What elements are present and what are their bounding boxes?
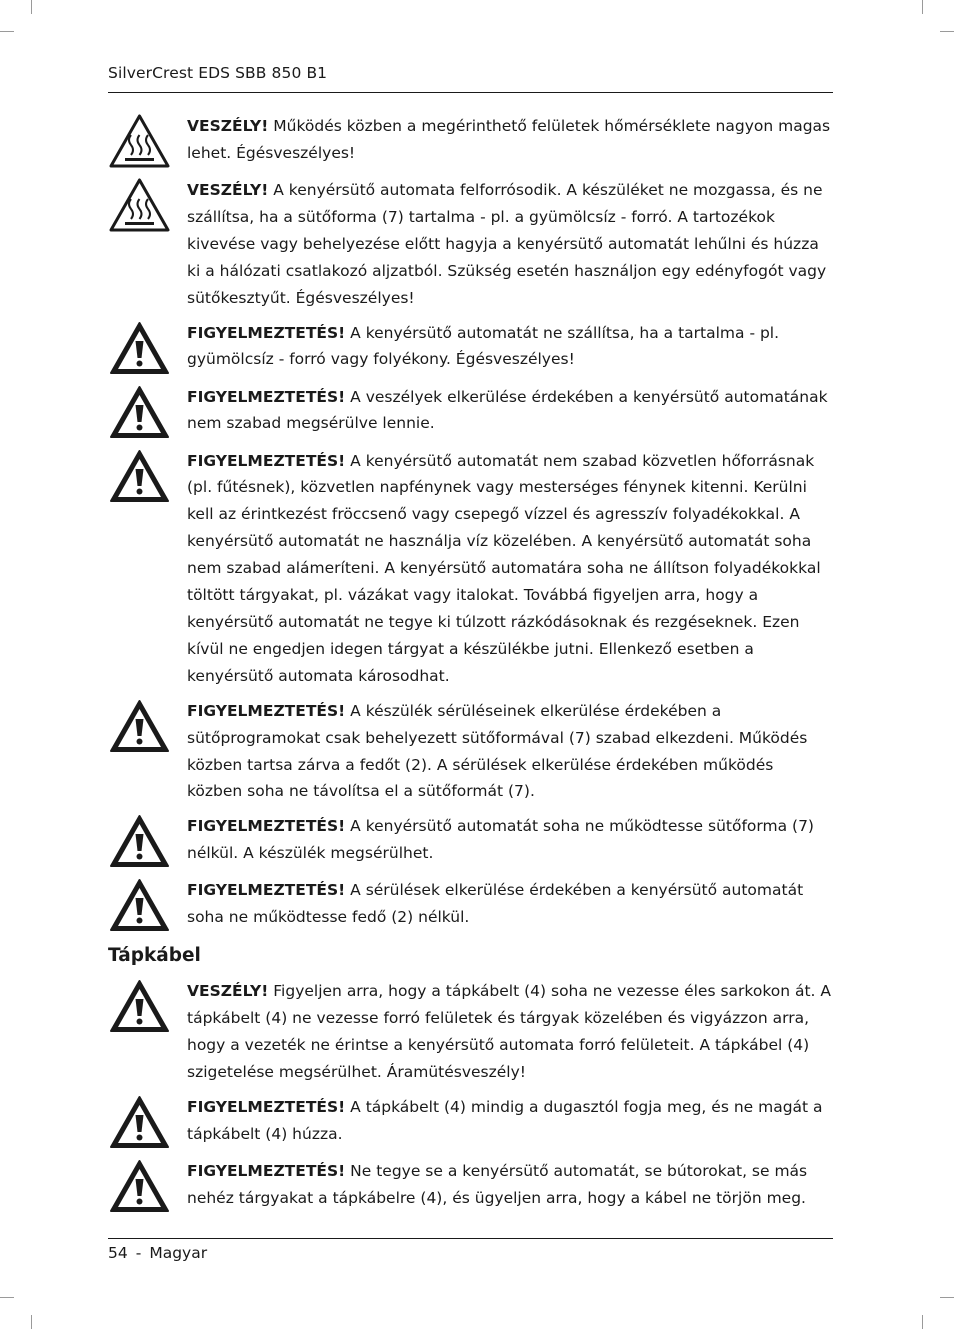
warning-item (108, 813, 833, 869)
header-rule (108, 92, 833, 93)
warning-text (187, 384, 833, 438)
warning-text (187, 698, 833, 806)
warning-label: FIGYELMEZTETÉS! (187, 701, 346, 720)
crop-mark (940, 1297, 954, 1298)
warning-body: A kenyérsütő automatát ne szállítsa, ha a tartalma - pl. gyümölcsíz - forró vagy folyékony. Égésveszélyes! (187, 323, 780, 369)
warning-body: Ne tegye se a kenyérsütő automatát, se bútorokat, se más nehéz tárgyakat a tápkábelre (4), és ügyeljen arra, hogy a kábel ne törjön meg. (187, 1161, 808, 1207)
warning-body: A kenyérsütő automatát nem szabad közvetlen hőforrásnak (pl. fűtésnek), közvetlen napfénynek vagy mesterséges fénynek kitenni. Kerülni kell az érintkezést fröccsenő vagy csepegő vízzel és agresszív folyadékokkal. A kenyérsütő automatát ne használja víz közelében. A kenyérsütő automatát soha nem szabad alámeríteni. A kenyérsütő automatára soha ne állítson folyadékokkal töltött tárgyakat, pl. vázákat vagy italokat. Továbbá figyeljen arra, hogy a kenyérsütő automatát ne tegye ki túlzott rázkódásoknak és rezgéseknek. Ezen kívül ne engedjen idegen tárgyat a készülékbe jutni. Ellenkező esetben a kenyérsütő automata károsodhat. (187, 451, 821, 685)
exclamation-triangle-warning-icon (108, 320, 171, 376)
page-content (108, 113, 833, 1222)
warning-label: VESZÉLY! (187, 117, 269, 135)
warning-text (187, 1158, 833, 1212)
warning-text (187, 978, 833, 1086)
hot-surface-warning-icon (108, 177, 171, 233)
warning-label: FIGYELMEZTETÉS! (187, 451, 346, 470)
warning-label: FIGYELMEZTETÉS! (187, 881, 346, 900)
page-number: 54 (108, 1244, 128, 1262)
warning-label: FIGYELMEZTETÉS! (187, 1097, 346, 1116)
warning-label: VESZÉLY! (187, 982, 269, 1001)
footer-rule (108, 1238, 833, 1239)
warning-item (108, 877, 833, 933)
crop-mark (0, 1297, 14, 1298)
running-header: SilverCrest EDS SBB 850 B1 (108, 64, 328, 82)
warning-body: Figyeljen arra, hogy a tápkábelt (4) soha ne vezesse éles sarkokon át. A tápkábelt (4) ne vezesse forró felületek és tárgyak közelében és vigyázzon arra, hogy a vezeték ne érintse a kenyérsütő automata forró felületeit. A tápkábel (4) szigetelése megsérülhet. Áramütésveszély! (187, 982, 832, 1082)
warning-label: FIGYELMEZTETÉS! (187, 1161, 346, 1180)
crop-mark (940, 31, 954, 32)
warning-text (187, 448, 833, 690)
warning-item (108, 320, 833, 376)
exclamation-triangle-warning-icon (108, 813, 171, 869)
crop-mark (31, 0, 32, 14)
warning-text (187, 320, 833, 374)
exclamation-triangle-warning-icon (108, 384, 171, 440)
page-footer (108, 1244, 207, 1262)
warning-item (108, 113, 833, 169)
warning-body: Működés közben a megérinthető felületek hőmérséklete nagyon magas lehet. Égésveszélyes! (187, 117, 831, 162)
footer-language: Magyar (149, 1244, 208, 1262)
warning-item (108, 1094, 833, 1150)
warning-text (187, 877, 833, 931)
warning-label: FIGYELMEZTETÉS! (187, 817, 346, 836)
crop-mark (31, 1315, 32, 1329)
warning-text (187, 813, 833, 867)
crop-mark (0, 31, 14, 32)
warning-label: VESZÉLY! (187, 181, 269, 199)
warning-text (187, 177, 833, 312)
warning-item (108, 177, 833, 312)
warning-text (187, 113, 833, 167)
warning-body: A kenyérsütő automatát soha ne működtesse sütőforma (7) nélkül. A készülék megsérülhet. (187, 817, 814, 863)
footer-separator: - (135, 1244, 142, 1262)
crop-mark (922, 1315, 923, 1329)
warning-item (108, 978, 833, 1086)
hot-surface-warning-icon (108, 113, 171, 169)
warning-body: A készülék sérüléseinek elkerülése érdekében a sütőprogramokat csak behelyezett sütőformával (7) szabad elkezdeni. Működés közben tartsa zárva a fedőt (2). A sérülések elkerülése érdekében működés közben soha ne távolítsa el a sütőformát (7). (187, 701, 808, 801)
warning-item (108, 698, 833, 806)
warning-label: FIGYELMEZTETÉS! (187, 323, 346, 342)
warning-body: A veszélyek elkerülése érdekében a kenyérsütő automatának nem szabad megsérülve lennie. (187, 387, 828, 433)
warning-item (108, 1158, 833, 1214)
warning-text (187, 1094, 833, 1148)
warning-item (108, 448, 833, 690)
exclamation-triangle-warning-icon (108, 448, 171, 504)
exclamation-triangle-warning-icon (108, 1094, 171, 1150)
exclamation-triangle-warning-icon (108, 698, 171, 754)
exclamation-triangle-warning-icon (108, 1158, 171, 1214)
crop-mark (922, 0, 923, 14)
warning-item (108, 384, 833, 440)
section-heading: Tápkábel (108, 945, 201, 967)
exclamation-triangle-warning-icon (108, 978, 171, 1034)
warning-body: A tápkábelt (4) mindig a dugasztól fogja meg, és ne magát a tápkábelt (4) húzza. (187, 1097, 823, 1143)
exclamation-triangle-warning-icon (108, 877, 171, 933)
warning-label: FIGYELMEZTETÉS! (187, 387, 346, 406)
warning-body: A sérülések elkerülése érdekében a kenyérsütő automatát soha ne működtesse fedő (2) nélkül. (187, 881, 804, 927)
warning-body: A kenyérsütő automata felforrósodik. A készüléket ne mozgassa, és ne szállítsa, ha a sütőforma (7) tartalma - pl. a gyümölcsíz - forró. A tartozékok kivevése vagy behelyezése előtt hagyja a kenyérsütő automatát lehűlni és húzza ki a hálózati csatlakozó aljzatból. Szükség esetén használjon egy edényfogót vagy sütőkesztyűt. Égésveszélyes! (187, 181, 827, 307)
